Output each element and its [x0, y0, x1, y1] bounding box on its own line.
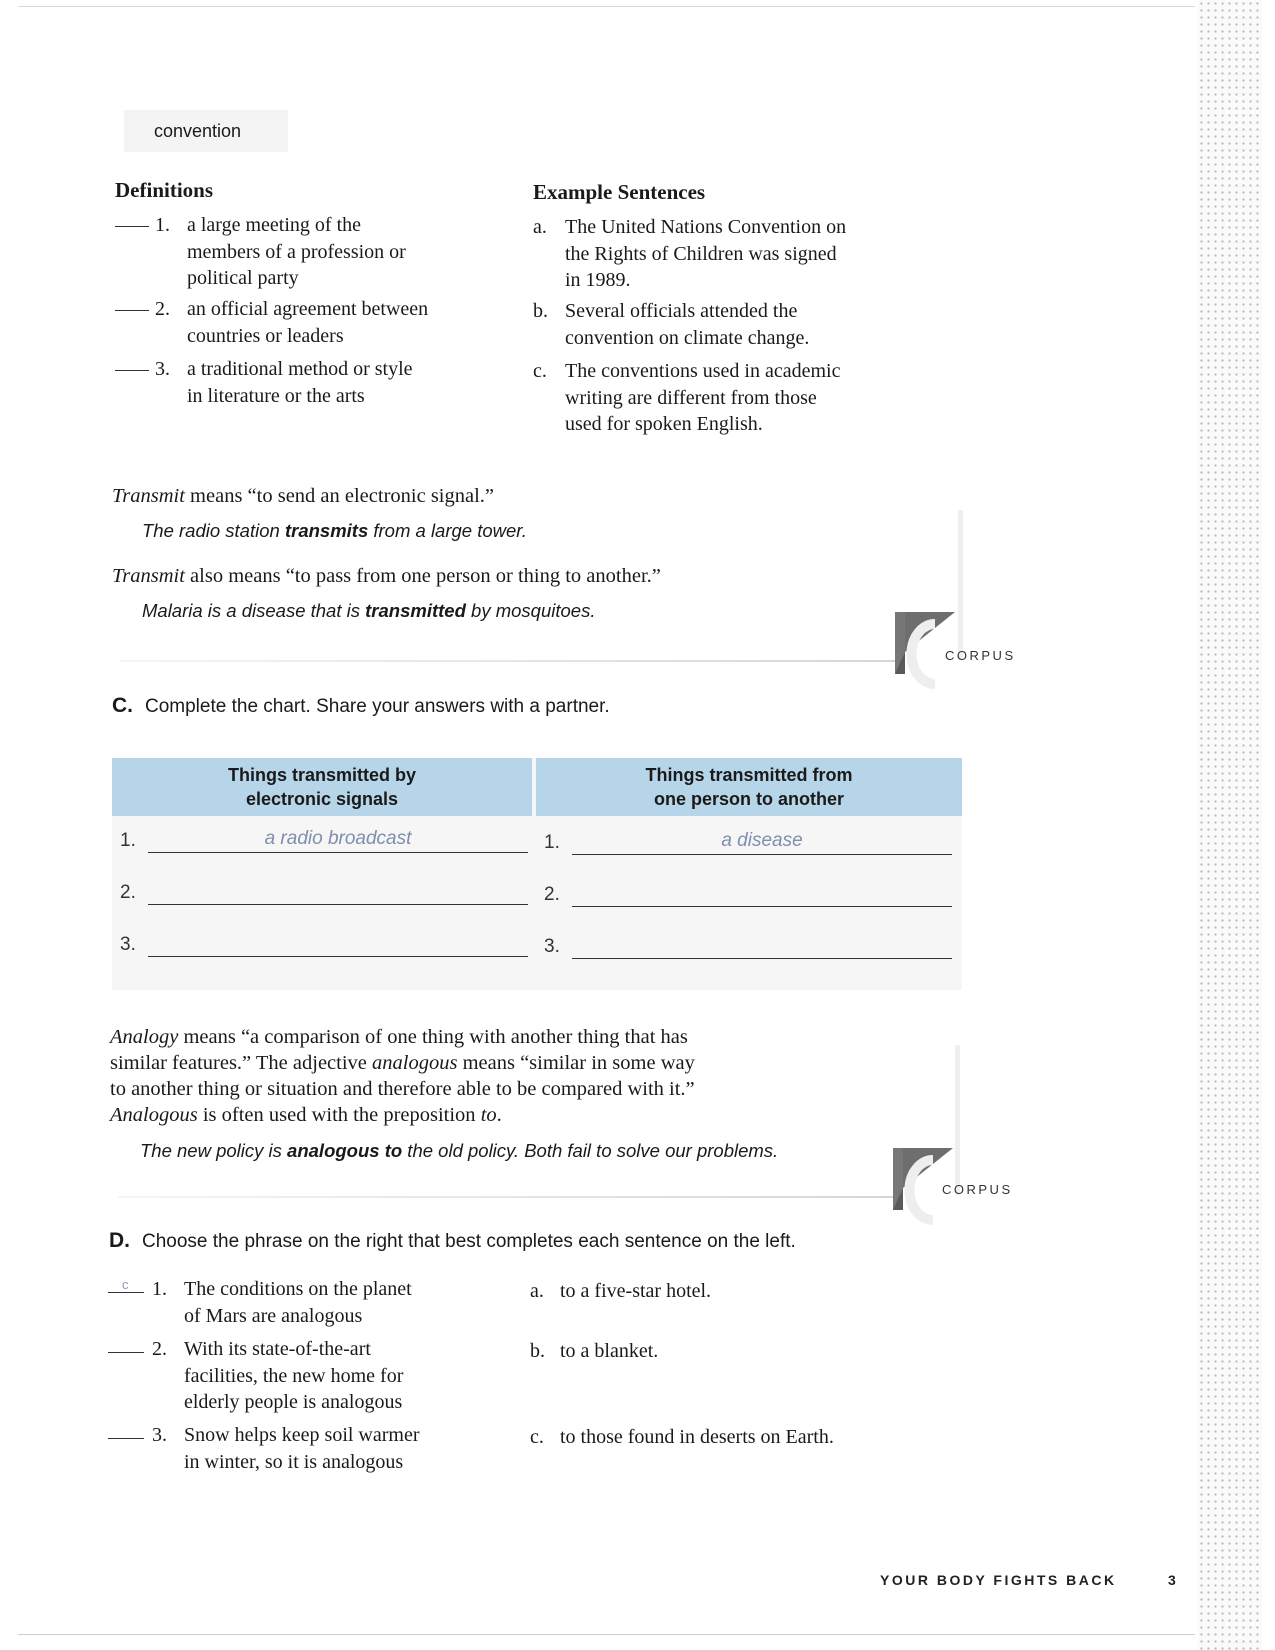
matching-item: [108, 1422, 508, 1478]
answer-line[interactable]: [572, 958, 952, 959]
matching-item: [108, 1276, 508, 1332]
definition-item: [115, 212, 515, 292]
row-number: 2.: [120, 882, 136, 903]
definition-text: in literature or the arts: [187, 384, 365, 407]
row-number: 3.: [120, 934, 136, 955]
transmit-definition-2: [112, 563, 661, 589]
example-text: in 1989.: [565, 269, 631, 291]
matching-option: [530, 1278, 950, 1306]
example-text: Several officials attended the: [565, 300, 798, 322]
definition-text: a traditional method or style: [187, 358, 413, 380]
instruction-text: Complete the chart. Share your answers with a partner.: [145, 696, 610, 717]
highlighted-word: analogous to: [287, 1140, 403, 1161]
highlighted-word: transmitted: [365, 600, 466, 621]
example-text: writing are different from those: [565, 386, 817, 409]
section-side-bar: [955, 1045, 960, 1195]
example-text: from a large tower.: [368, 520, 527, 541]
page-number: 3: [1168, 1572, 1176, 1588]
header-text: Things transmitted by: [227, 765, 416, 785]
example-text: The conventions used in academic: [565, 360, 841, 382]
corpus-label: CORPUS: [945, 648, 1016, 663]
definition-text: means “a comparison of one thing with another thing that has: [178, 1026, 688, 1048]
term: Analogous: [110, 1104, 198, 1126]
chart-header-col2: [536, 758, 962, 816]
example-text: The new policy is: [140, 1140, 288, 1161]
example-text: convention on climate change.: [565, 326, 810, 349]
filled-answer: c: [122, 1277, 129, 1292]
example-text: used for spoken English.: [565, 413, 763, 435]
definition-text: means “similar in some way: [457, 1052, 695, 1074]
definition-text: countries or leaders: [187, 324, 344, 347]
answer-blank[interactable]: [108, 1352, 144, 1353]
sentence-text: The conditions on the planet: [184, 1278, 412, 1300]
instruction-text: Choose the phrase on the right that best completes each sentence on the left.: [142, 1231, 796, 1252]
analogy-line-2: [110, 1050, 970, 1076]
definitions-heading: Definitions: [115, 178, 214, 202]
option-letter: b.: [530, 1340, 545, 1362]
header-text: Things transmitted from: [645, 765, 853, 785]
transmit-example-1: [142, 520, 527, 542]
highlighted-word: transmits: [284, 520, 369, 541]
definition-text: is often used with the preposition: [197, 1104, 481, 1126]
row-number: 3.: [544, 936, 560, 957]
definition-text: an official agreement between: [187, 298, 429, 320]
answer-blank[interactable]: [115, 310, 149, 311]
item-letter: c.: [533, 360, 547, 382]
bottom-rule: [18, 1634, 1195, 1635]
section-letter: D.: [109, 1229, 130, 1252]
answer-blank[interactable]: [115, 370, 149, 371]
item-number: 3.: [155, 358, 170, 380]
sentence-text: elderly people is analogous: [184, 1391, 403, 1413]
definition-text: also means “to pass from one person or thing to another.”: [184, 565, 661, 587]
transmit-definition-1: [112, 483, 494, 509]
sentence-text: in winter, so it is analogous: [184, 1450, 404, 1473]
definition-text: political party: [187, 267, 299, 289]
analogy-example: [140, 1140, 778, 1162]
transmit-chart: [112, 758, 962, 990]
answer-line[interactable]: [148, 904, 528, 905]
example-item: [533, 298, 933, 354]
option-text: to a five-star hotel.: [560, 1280, 712, 1302]
example-text: the old policy. Both fail to solve our problems.: [402, 1140, 779, 1161]
top-rule: [18, 6, 1195, 7]
header-text: electronic signals: [245, 789, 399, 809]
analogy-line-1: [110, 1024, 970, 1050]
item-number: 2.: [152, 1338, 167, 1360]
transmit-example-2: [142, 600, 595, 622]
term: Analogy: [110, 1026, 179, 1048]
example-text: The United Nations Convention on: [565, 216, 847, 238]
section-divider: [118, 1196, 898, 1198]
chart-answer: a radio broadcast: [264, 828, 412, 849]
sentence-text: facilities, the new home for: [184, 1364, 404, 1387]
item-letter: b.: [533, 300, 548, 322]
answer-blank[interactable]: [115, 226, 149, 227]
option-letter: a.: [530, 1280, 544, 1302]
section-letter: C.: [112, 694, 133, 717]
analogy-definition: [110, 1024, 970, 1128]
header-text: one person to another: [653, 789, 844, 809]
item-number: 2.: [155, 298, 170, 320]
item-number: 3.: [152, 1424, 167, 1446]
chapter-title: YOUR BODY FIGHTS BACK: [880, 1572, 1117, 1588]
term: analogous: [372, 1052, 458, 1074]
section-divider: [120, 660, 900, 662]
example-text: by mosquitoes.: [465, 600, 596, 621]
option-letter: c.: [530, 1426, 544, 1448]
matching-option: [530, 1338, 950, 1366]
item-number: 1.: [152, 1278, 167, 1300]
sentence-text: With its state-of-the-art: [184, 1338, 371, 1360]
answer-blank[interactable]: [108, 1438, 144, 1439]
answer-line[interactable]: [572, 854, 952, 855]
sentence-text: Snow helps keep soil warmer: [184, 1424, 420, 1446]
answer-line[interactable]: [148, 956, 528, 957]
analogy-line-3: to another thing or situation and therefore able to be compared with it.”: [110, 1078, 695, 1100]
section-side-bar: [958, 510, 963, 660]
example-item: [533, 214, 933, 294]
definition-text: means “to send an electronic signal.”: [184, 485, 495, 507]
chart-answer: a disease: [721, 830, 803, 851]
preposition: to: [480, 1104, 497, 1126]
corpus-label: CORPUS: [942, 1182, 1013, 1197]
definition-text: similar features.” The adjective: [110, 1052, 373, 1074]
vocabulary-word: convention: [124, 110, 288, 152]
row-number: 2.: [544, 884, 560, 905]
definition-item: [115, 356, 515, 412]
example-sentences-heading: Example Sentences: [533, 180, 706, 204]
term: Transmit: [112, 565, 185, 587]
dotted-margin: [1198, 0, 1262, 1650]
section-d-instruction: [109, 1229, 796, 1253]
definition-text: .: [496, 1104, 502, 1126]
example-item: [533, 358, 933, 438]
definition-text: members of a profession or: [187, 240, 406, 263]
option-text: to those found in deserts on Earth.: [560, 1426, 834, 1448]
term: Transmit: [112, 485, 185, 507]
answer-line[interactable]: [572, 906, 952, 907]
analogy-line-4: [110, 1102, 970, 1128]
chart-header-col1: [112, 758, 532, 816]
example-text: The radio station: [142, 520, 285, 541]
row-number: 1.: [544, 832, 560, 853]
option-text: to a blanket.: [560, 1340, 659, 1362]
definition-text: a large meeting of the: [187, 214, 362, 236]
item-letter: a.: [533, 216, 547, 238]
sentence-text: of Mars are analogous: [184, 1304, 363, 1327]
answer-line[interactable]: [148, 852, 528, 853]
matching-item: [108, 1336, 508, 1418]
item-number: 1.: [155, 214, 170, 236]
example-text: the Rights of Children was signed: [565, 242, 837, 265]
section-c-instruction: [112, 694, 610, 718]
row-number: 1.: [120, 830, 136, 851]
example-text: Malaria is a disease that is: [142, 600, 366, 621]
matching-option: [530, 1424, 950, 1452]
definition-item: [115, 296, 515, 352]
